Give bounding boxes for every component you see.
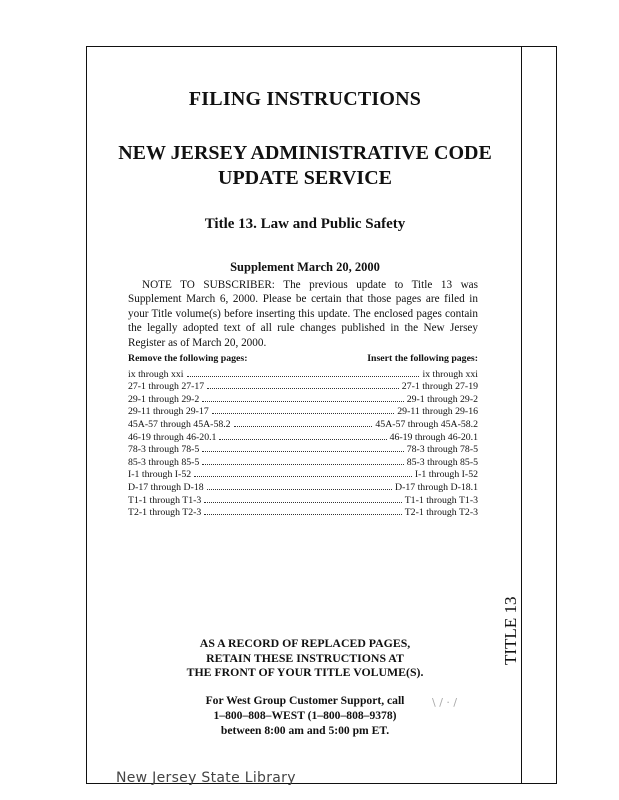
insert-pages: I-1 through I-52	[414, 469, 478, 481]
insert-pages: 29-1 through 29-2	[406, 393, 478, 405]
subscriber-note: NOTE TO SUBSCRIBER: The previous update to Title 13 was Supplement March 6, 2000. Please be certain that those pages are filed in your Title volume(s) before inserting this update. The enclosed pages contain the legally adopted text of all rule changes published in the New Jersey Register as of March 20, 2000.	[128, 279, 478, 349]
table-row	[128, 405, 478, 418]
tab-label: TITLE 13	[501, 596, 520, 665]
code-title-line1: NEW JERSEY ADMINISTRATIVE CODE	[118, 142, 492, 164]
handwritten-mark: \ / · /	[432, 696, 458, 709]
remove-pages: 29-11 through 29-17	[128, 406, 209, 418]
dot-leader	[194, 476, 412, 477]
remove-pages: 45A-57 through 45A-58.2	[128, 418, 231, 430]
remove-pages: 29-1 through 29-2	[128, 393, 200, 405]
dot-leader	[187, 376, 420, 377]
insert-pages: D-17 through D-18.1	[395, 481, 478, 493]
tab-divider	[521, 46, 522, 784]
insert-pages: ix through xxi	[422, 368, 478, 380]
remove-pages: I-1 through I-52	[128, 469, 192, 481]
remove-header: Remove the following pages:	[128, 353, 248, 364]
remove-pages: T1-1 through T1-3	[128, 494, 202, 506]
remove-pages: 27-1 through 27-17	[128, 381, 205, 393]
dot-leader	[204, 502, 401, 503]
remove-pages: 78-3 through 78-5	[128, 444, 200, 456]
table-row	[128, 455, 478, 468]
insert-pages: 45A-57 through 45A-58.2	[375, 418, 478, 430]
dot-leader	[207, 489, 392, 490]
dot-leader	[202, 451, 403, 452]
table-row	[128, 392, 478, 405]
table-row	[128, 443, 478, 456]
page-heading: FILING INSTRUCTIONS	[188, 88, 422, 110]
supplement-date: Supplement March 20, 2000	[230, 260, 380, 274]
insert-pages: 27-1 through 27-19	[401, 381, 478, 393]
dot-leader	[202, 464, 403, 465]
remove-pages: D-17 through D-18	[128, 481, 204, 493]
dot-leader	[219, 439, 386, 440]
table-row	[128, 506, 478, 519]
insert-pages: T1-1 through T1-3	[404, 494, 478, 506]
title-name: Title 13. Law and Public Safety	[204, 216, 406, 232]
insert-pages: T2-1 through T2-3	[404, 507, 478, 519]
insert-pages: 46-19 through 46-20.1	[389, 431, 478, 443]
dot-leader	[207, 388, 399, 389]
remove-pages: T2-1 through T2-3	[128, 507, 202, 519]
insert-pages: 85-3 through 85-5	[406, 456, 478, 468]
retain-line3: THE FRONT OF YOUR TITLE VOLUME(S).	[186, 665, 424, 679]
dot-leader	[204, 514, 401, 515]
retain-line2: RETAIN THESE INSTRUCTIONS AT	[206, 650, 404, 665]
remove-pages: 46-19 through 46-20.1	[128, 431, 217, 443]
table-row	[128, 430, 478, 443]
table-body	[128, 367, 478, 518]
code-title-line2: UPDATE SERVICE	[218, 167, 392, 189]
table-row	[128, 417, 478, 430]
retain-notice	[100, 636, 510, 680]
remove-pages: 85-3 through 85-5	[128, 456, 200, 468]
table-row	[128, 380, 478, 393]
table-header	[128, 353, 478, 367]
library-stamp: New Jersey State Library	[116, 770, 296, 786]
insert-header: Insert the following pages:	[367, 353, 478, 364]
table-row	[128, 367, 478, 380]
table-row	[128, 493, 478, 506]
code-title	[100, 141, 510, 191]
dot-leader	[234, 426, 373, 427]
insert-pages: 78-3 through 78-5	[406, 444, 478, 456]
support-phone: 1–800–808–WEST (1–800–808–9378)	[213, 709, 397, 722]
table-row	[128, 468, 478, 481]
page-table	[128, 353, 478, 518]
support-line1: For West Group Customer Support, call	[205, 694, 405, 707]
remove-pages: ix through xxi	[128, 368, 184, 380]
retain-line1: AS A RECORD OF REPLACED PAGES,	[199, 636, 411, 650]
dot-leader	[202, 401, 403, 402]
insert-pages: 29-11 through 29-16	[397, 406, 478, 418]
support-hours: between 8:00 am and 5:00 pm ET.	[220, 724, 390, 737]
dot-leader	[212, 413, 395, 414]
table-row	[128, 480, 478, 493]
